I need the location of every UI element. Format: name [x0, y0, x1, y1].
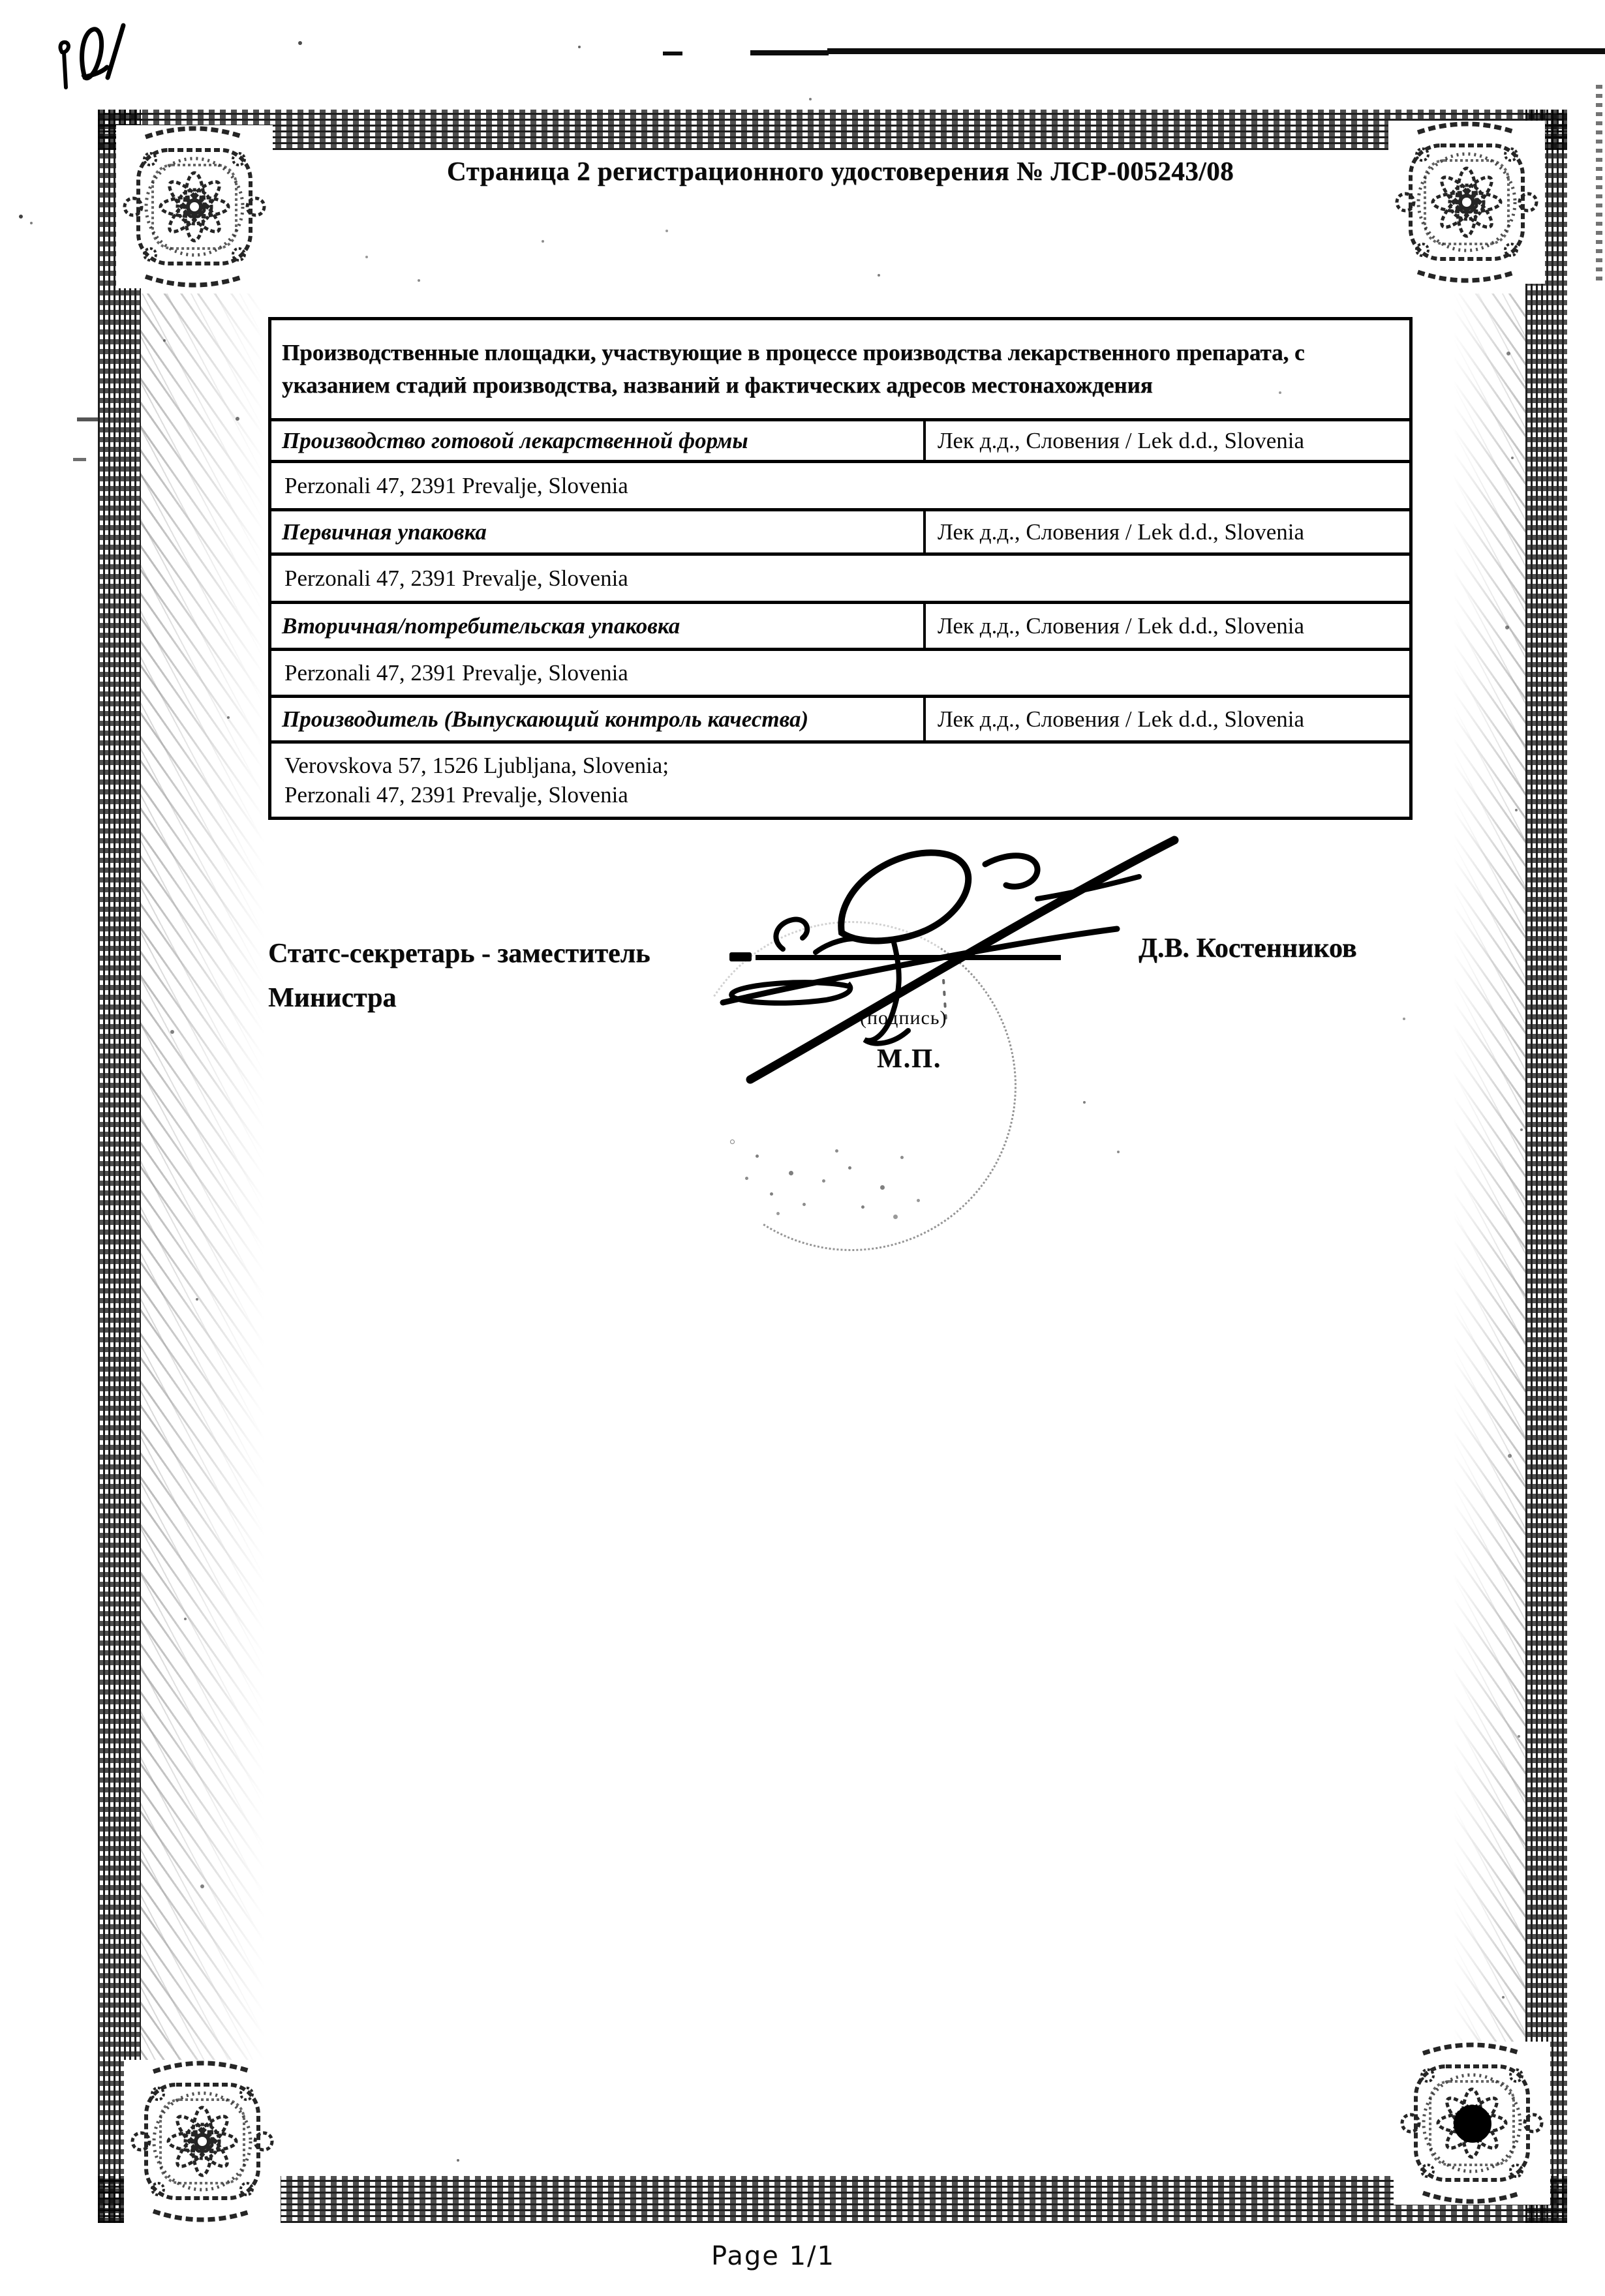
rosette-center-dot	[1454, 2105, 1491, 2143]
border-band-right	[1525, 110, 1567, 2223]
organization-cell: Лек д.д., Словения / Lek d.d., Slovenia	[938, 519, 1304, 545]
stage-cell: Первичная упаковка	[271, 511, 926, 552]
guilloche-rosette-bottom-right	[1394, 2042, 1550, 2205]
address-line: Perzonali 47, 2391 Prevalje, Slovenia	[284, 782, 628, 808]
signatory-name: Д.В. Костенников	[1139, 933, 1357, 963]
border-band-bottom	[98, 2176, 1567, 2223]
table-row	[271, 552, 1409, 601]
table-header-cell: Производственные площадки, участвующие в процессе производства лекарственного препарата, с указанием стадий производства, названий и фактических адресов местонахождения	[282, 340, 1305, 398]
scan-artifact-dash	[750, 50, 829, 55]
scan-noise	[0, 0, 3, 3]
address-cell: Perzonali 47, 2391 Prevalje, Slovenia	[284, 659, 628, 686]
guilloche-rosette-icon	[116, 125, 273, 288]
guilloche-rosette-bottom-left	[124, 2060, 281, 2223]
guilloche-rosette-top-left	[116, 125, 273, 288]
guilloche-rosette-top-right	[1388, 121, 1545, 284]
scan-artifact-line	[827, 48, 1605, 54]
seal-place-label: М.П.	[877, 1043, 942, 1073]
organization-cell: Лек д.д., Словения / Lek d.d., Slovenia	[938, 612, 1304, 639]
page-indicator: Page 1/1	[711, 2241, 835, 2271]
stage-cell: Производство готовой лекарственной формы	[271, 421, 926, 460]
scan-artifact-dash	[73, 458, 86, 461]
table-row	[271, 508, 1409, 552]
organization-cell: Лек д.д., Словения / Lek d.d., Slovenia	[938, 427, 1304, 453]
border-band-left	[98, 110, 141, 2223]
table-row	[271, 460, 1409, 508]
handwritten-mark	[46, 14, 137, 106]
stage-cell: Вторичная/потребительская упаковка	[271, 604, 926, 648]
table-row	[271, 648, 1409, 695]
scan-artifact-edge	[1596, 85, 1602, 280]
organization-cell: Лек д.д., Словения / Lek d.d., Slovenia	[938, 706, 1304, 732]
manufacturing-sites-table	[268, 317, 1413, 820]
page-title: Страница 2 регистрационного удостоверения № ЛСР-005243/08	[446, 156, 1234, 186]
stamp-speckles	[731, 1140, 734, 1143]
signatory-role-line: Министра	[268, 983, 397, 1014]
table-row	[271, 601, 1409, 648]
signature-caption: (подпись)	[860, 1007, 947, 1029]
border-hatch-left	[141, 294, 265, 2172]
guilloche-rosette-icon	[124, 2060, 281, 2223]
guilloche-rosette-icon	[1388, 121, 1545, 284]
table-row	[271, 695, 1409, 740]
signatory-role-line: Статс-секретарь - заместитель	[268, 939, 650, 969]
address-cell: Perzonali 47, 2391 Prevalje, Slovenia	[284, 565, 628, 591]
table-header-row	[271, 320, 1409, 418]
scan-artifact-dash	[663, 52, 682, 55]
border-hatch-right	[1452, 294, 1525, 2172]
border-band-top	[98, 110, 1567, 150]
address-line: Verovskova 57, 1526 Ljubljana, Slovenia;	[284, 752, 669, 778]
scan-artifact-dash	[77, 417, 98, 421]
address-cell: Perzonali 47, 2391 Prevalje, Slovenia	[284, 472, 628, 498]
stage-cell: Производитель (Выпускающий контроль качества)	[271, 698, 926, 740]
table-row	[271, 418, 1409, 460]
